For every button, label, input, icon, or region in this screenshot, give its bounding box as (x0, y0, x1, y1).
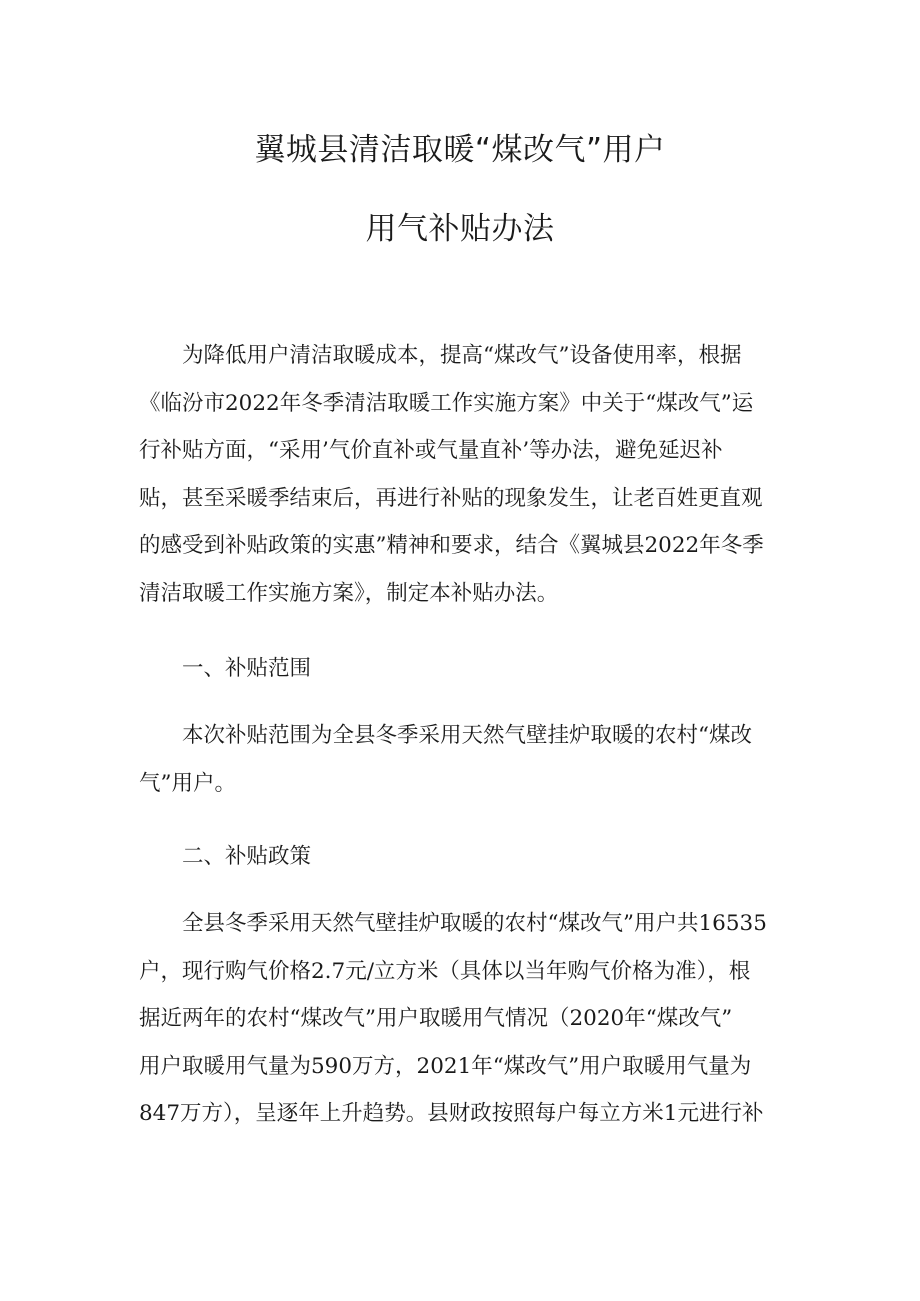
section1-heading (139, 645, 779, 693)
document-title-line2: 用气补贴办法 (365, 211, 555, 247)
section2-line: 用户取暖用气量为590万方，2021年“煤改气”用户取暖用气量为 (139, 1053, 752, 1079)
section2-heading-text: 二、补贴政策 (182, 844, 312, 869)
section1-paragraph (139, 712, 779, 807)
section1-line: 气”用户。 (139, 770, 236, 796)
section2-line: 户，现行购气价格2.7元/立方米（具体以当年购气价格为准），根 (139, 958, 751, 984)
intro-line: 清洁取暖工作实施方案》，制定本补贴办法。 (139, 580, 559, 606)
intro-line: 为降低用户清洁取暖成本，提高“煤改气”设备使用率，根据 (182, 343, 742, 368)
document-title-line1: 翼城县清洁取暖“煤改气”用户 (254, 132, 666, 168)
section1-line: 本次补贴范围为全县冬季采用天然气壁挂炉取暖的农村“煤改 (182, 723, 752, 748)
section2-heading (139, 833, 779, 881)
section2-line: 847万方），呈逐年上升趋势。县财政按照每户每立方米1元进行补 (139, 1101, 764, 1126)
intro-line: 贴，甚至采暖季结束后，再进行补贴的现象发生，让老百姓更直观 (139, 485, 763, 511)
intro-line: 行补贴方面，“采用’气价直补或气量直补’等办法，避免延迟补 (139, 438, 723, 463)
intro-paragraph (139, 332, 779, 617)
intro-line: 的感受到补贴政策的实惠”精神和要求，结合《翼城县2022年冬季 (139, 533, 764, 558)
section2-line: 全县冬季采用天然气壁挂炉取暖的农村“煤改气”用户共16535 (182, 911, 767, 936)
intro-line: 《临汾市2022年冬季清洁取暖工作实施方案》中关于“煤改气”运 (139, 390, 754, 416)
section1-heading-text: 一、补贴范围 (182, 656, 312, 681)
section2-paragraph (139, 900, 779, 1138)
section2-line: 据近两年的农村“煤改气”用户取暖用气情况（2020年“煤改气” (139, 1006, 733, 1031)
